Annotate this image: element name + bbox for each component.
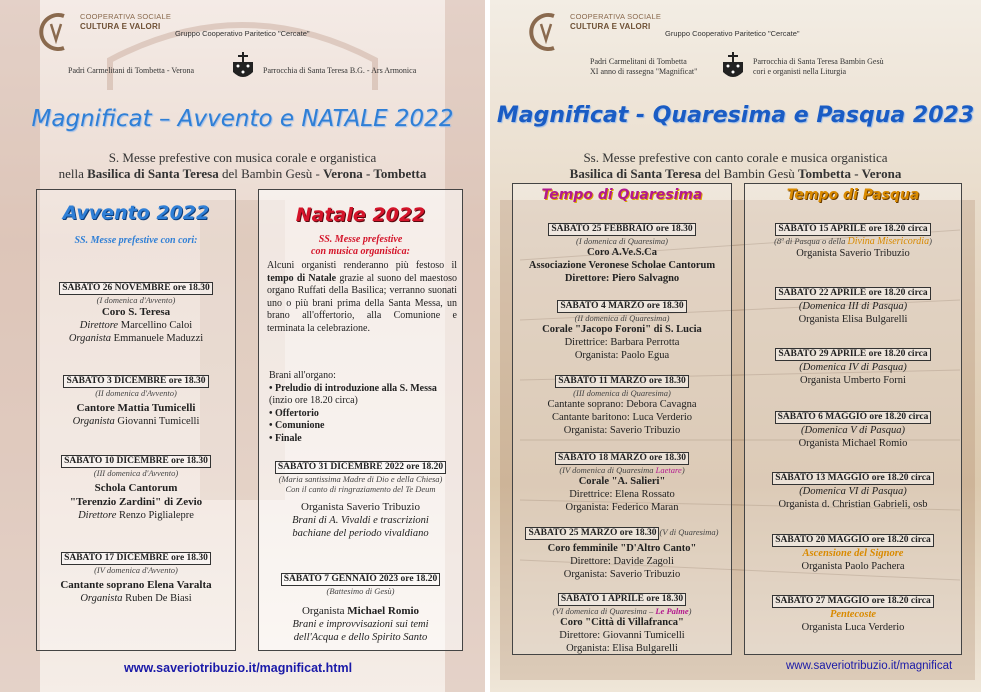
avvento-subheading: SS. Messe prefestive con cori: <box>74 235 198 246</box>
natale-box <box>258 189 463 651</box>
event-date: SABATO 25 MARZO ore 18.30 <box>525 527 659 540</box>
quaresima-heading: Tempo di Quaresima <box>541 187 703 203</box>
quaresima-event: SABATO 1 APRILE ore 18.30 (VI domenica di Quaresima – Le Palme) Coro "Città di Villafranca" Direttore: Giovanni Tumicelli Organista: Elisa Bulgarelli <box>552 594 692 654</box>
subtitle-line2: Basilica di Santa Teresa del Bambin Gesù Tombetta - Verona <box>569 166 902 181</box>
coop-name <box>80 12 171 32</box>
event-date: SABATO 7 GENNAIO 2023 ore 18.20 <box>281 573 441 586</box>
gruppo-text: Gruppo Cooperativo Paritetico "Cercate" <box>175 29 310 38</box>
event-date: SABATO 17 DICEMBRE ore 18.30 <box>61 552 211 565</box>
website-link[interactable]: www.saveriotribuzio.it/magnificat <box>786 660 953 672</box>
cultura-e-valori-logo <box>524 10 564 54</box>
carmelite-emblem-icon <box>232 52 254 80</box>
cultura-e-valori-logo <box>34 10 74 54</box>
event-date: SABATO 25 FEBBRAIO ore 18.30 <box>548 223 695 236</box>
quaresima-event: SABATO 4 MARZO ore 18.30 (II domenica di Quaresima) Corale "Jacopo Foroni" di S. Lucia Direttrice: Barbara Perrotta Organista: Paolo Egua <box>542 301 702 361</box>
event-date: SABATO 29 APRILE ore 18.20 circa <box>775 348 930 361</box>
event-date: SABATO 22 APRILE ore 18.20 circa <box>775 287 930 300</box>
event-date: SABATO 10 DICEMBRE ore 18.30 <box>61 455 211 468</box>
event-performer: Coro S. Teresa <box>101 306 171 318</box>
coop-name: COOPERATIVA SOCIALE CULTURA E VALORI <box>570 12 662 31</box>
pasqua-heading: Tempo di Pasqua <box>786 187 920 203</box>
event-date: SABATO 20 MAGGIO ore 18.20 circa <box>772 534 934 547</box>
quaresima-event: SABATO 11 MARZO ore 18.30 (III domenica di Quaresima) Cantante soprano: Debora Cavagna Cantante baritono: Luca Verderio Organista: Saverio Tribuzio <box>547 376 697 436</box>
page-title: Magnificat – Avvento e NATALE 2022 <box>31 106 454 132</box>
quaresima-event: SABATO 18 MARZO ore 18.30 (IV domenica di Quaresima Laetare) Corale "A. Salieri" Direttrice: Elena Rossato Organista: Federico Maran <box>513 447 731 514</box>
event-date: SABATO 31 DICEMBRE 2022 ore 18.20 <box>275 461 446 474</box>
event-date: SABATO 15 APRILE ore 18.20 circa <box>775 223 930 236</box>
avvento-event: SABATO 17 DICEMBRE ore 18.30 (IV domenica d'Avvento) Cantante soprano Elena Varalta Organista Ruben De Biasi <box>37 547 235 605</box>
carmelite-emblem-icon <box>722 52 744 80</box>
event-date: SABATO 13 MAGGIO ore 18.20 circa <box>772 472 934 485</box>
natale-event: SABATO 7 GENNAIO 2023 ore 18.20 (Battesimo di Gesù) Organista Michael Romio Brani e improvvisazioni sui temi dell'Acqua e dello Spirito Santo <box>259 568 462 644</box>
event-date: SABATO 1 APRILE ore 18.30 <box>558 593 686 606</box>
event-performer: Schola Cantorum <box>94 482 178 494</box>
subtitle-line1: S. Messe prefestive con musica corale e organistica <box>108 150 377 165</box>
partner-right: Parrocchia di Santa Teresa Bambin Gesù cori e organisti nella Liturgia <box>753 57 884 76</box>
quaresima-box <box>512 183 732 655</box>
event-performer-2: "Terenzio Zardini" di Zevio <box>69 496 203 508</box>
pasqua-box <box>744 183 962 655</box>
event-note: (III domenica d'Avvento) <box>93 468 179 478</box>
event-date: SABATO 18 MARZO ore 18.30 <box>555 452 689 465</box>
event-note: (II domenica d'Avvento) <box>95 388 177 398</box>
pasqua-event: SABATO 22 APRILE ore 18.20 circa (Domenica III di Pasqua) Organista Elisa Bulgarelli <box>745 282 961 326</box>
natale-description: Alcuni organisti renderanno più festoso il tempo di Natale grazie al suono del maestoso organo Ruffati della Basilica; verranno suonati uno o più brani prima della Santa Messa, un brano all'offertorio, alla Comunione e terminata la celebrazione. <box>267 260 457 334</box>
avvento-box <box>36 189 236 651</box>
event-date: SABATO 27 MAGGIO ore 18.20 circa <box>772 595 934 608</box>
quaresima-event: SABATO 25 FEBBRAIO ore 18.30 (I domenica di Quaresima) Coro A.Ve.S.Ca Associazione Veronese Scholae Cantorum Direttore: Piero Salvagno <box>528 224 716 284</box>
event-date: SABATO 6 MAGGIO ore 18.20 circa <box>775 411 932 424</box>
subtitle-line1: Ss. Messe prefestive con canto corale e musica organistica <box>583 150 888 165</box>
event-note: (IV domenica d'Avvento) <box>94 565 178 575</box>
pasqua-event: SABATO 29 APRILE ore 18.20 circa (Domenica IV di Pasqua) Organista Umberto Forni <box>745 343 961 387</box>
natale-heading: Natale 2022 <box>295 204 426 226</box>
event-date: SABATO 4 MARZO ore 18.30 <box>557 300 686 313</box>
event-date: SABATO 26 NOVEMBRE ore 18.30 <box>59 282 213 295</box>
right-flyer <box>490 0 981 692</box>
left-flyer <box>0 0 485 692</box>
quaresima-event: SABATO 25 MARZO ore 18.30 (V di Quaresima) Coro femminile "D'Altro Canto" Direttore: Davide Zagoli Organista: Saverio Tribuzio <box>513 522 731 581</box>
event-date: SABATO 3 DICEMBRE ore 18.30 <box>63 375 208 388</box>
natale-subheading: SS. Messe prefestive con musica organistica: <box>311 234 410 257</box>
pasqua-event: SABATO 6 MAGGIO ore 18.20 circa (Domenica V di Pasqua) Organista Michael Romio <box>745 406 961 450</box>
partner-left: Padri Carmelitani di Tombetta - Verona <box>68 66 195 75</box>
pasqua-event: SABATO 13 MAGGIO ore 18.20 circa (Domenica VI di Pasqua) Organista d. Christian Gabrieli, osb <box>745 467 961 511</box>
pasqua-event: SABATO 27 MAGGIO ore 18.20 circa Pentecoste Organista Luca Verderio <box>745 590 961 634</box>
avvento-heading: Avvento 2022 <box>62 202 210 224</box>
pasqua-event: SABATO 20 MAGGIO ore 18.20 circa Ascensione del Signore Organista Paolo Pachera <box>745 529 961 573</box>
avvento-event: SABATO 26 NOVEMBRE ore 18.30 (I domenica d'Avvento) Coro S. Teresa Direttore Marcellino Caloi Organista Emmanuele Maduzzi <box>37 277 235 345</box>
subtitle-line2: nella Basilica di Santa Teresa del Bambin Gesù - Verona - Tombetta <box>58 166 427 181</box>
natale-event: SABATO 31 DICEMBRE 2022 ore 18.20 (Maria santissima Madre di Dio e della Chiesa) Con il canto di ringraziamento del Te Deum Organista Saverio Tribuzio Brani di A. Vivaldi e trascrizioni bachiane del periodo vivaldiano <box>259 456 462 540</box>
page-title: Magnificat - Quaresima e Pasqua 2023 <box>496 103 975 128</box>
brani-list: Brani all'organo: • Preludio di introduzione alla S. Messa (inzio ore 18.20 circa) • Offertorio • Comunione • Finale <box>269 370 437 444</box>
partner-left: Padri Carmelitani di Tombetta XI anno di rassegna "Magnificat" <box>590 57 698 76</box>
partner-right: Parrocchia di Santa Teresa B.G. - Ars Armonica <box>263 66 417 75</box>
website-link[interactable]: www.saveriotribuzio.it/magnificat.html <box>124 661 353 675</box>
event-performer: Cantore Mattia Tumicelli <box>76 402 196 414</box>
avvento-event: SABATO 10 DICEMBRE ore 18.30 (III domenica d'Avvento) Schola Cantorum "Terenzio Zardini" di Zevio Direttore Renzo Piglialepre <box>37 450 235 522</box>
gruppo-text: Gruppo Cooperativo Paritetico "Cercate" <box>665 29 800 38</box>
event-note: (I domenica d'Avvento) <box>96 295 176 305</box>
coop-line1: COOPERATIVA SOCIALE <box>80 12 172 21</box>
avvento-event: SABATO 3 DICEMBRE ore 18.30 (II domenica d'Avvento) Cantore Mattia Tumicelli Organista Giovanni Tumicelli <box>37 370 235 428</box>
event-date: SABATO 11 MARZO ore 18.30 <box>555 375 688 388</box>
event-performer: Organista Saverio Tribuzio <box>301 501 420 513</box>
pasqua-event: SABATO 15 APRILE ore 18.20 circa (8ª di Pasqua o della Divina Misericordia) Organista Saverio Tribuzio <box>774 224 932 259</box>
coop-line2: CULTURA E VALORI <box>80 22 161 31</box>
event-performer: Cantante soprano Elena Varalta <box>60 579 212 591</box>
